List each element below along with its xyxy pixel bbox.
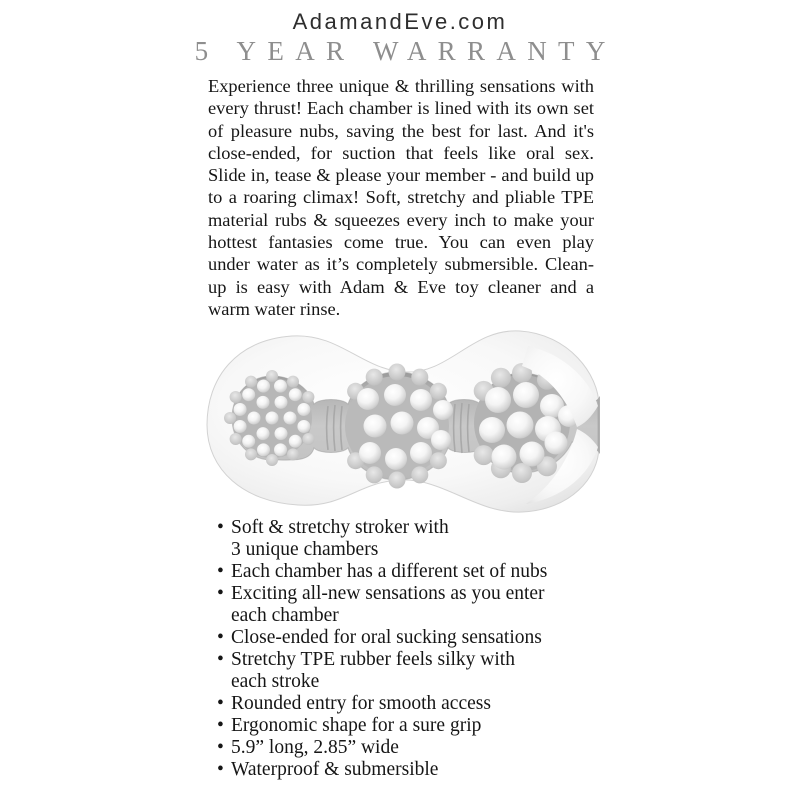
list-item: [217, 759, 613, 781]
feature-list: [217, 517, 613, 781]
bullet-icon: •: [217, 517, 224, 538]
feature-text: Waterproof & submersible: [231, 759, 439, 780]
product-description: Experience three unique & thrilling sensations with every thrust! Each chamber is lined with its own set of pleasure nubs, saving the best for last. And it's close-ended, for suction that feels like oral sex. Slide in, tease & please your member - and build up to a roaring climax! Soft, stretchy and pliable TPE material rubs & squeezes every inch to make your hottest fantasies come true. You can even play under water as it’s completely submersible. Clean-up is easy with Adam & Eve toy cleaner and a warm water rinse.: [208, 76, 594, 319]
list-item: [217, 539, 613, 561]
list-item: [217, 517, 613, 539]
bullet-icon: •: [217, 649, 224, 670]
list-item: [217, 627, 613, 649]
feature-text: Each chamber has a different set of nubs: [231, 561, 548, 582]
bullet-icon: [217, 605, 231, 627]
list-item: [217, 649, 613, 671]
bullet-icon: •: [217, 759, 224, 780]
bullet-icon: •: [217, 561, 224, 582]
feature-text: Ergonomic shape for a sure grip: [231, 715, 482, 736]
feature-text: each chamber: [231, 605, 339, 626]
bullet-icon: •: [217, 583, 224, 604]
feature-text: Exciting all-new sensations as you enter: [231, 583, 545, 604]
warranty-heading: 5 YEAR WARRANTY: [194, 36, 617, 66]
list-item: [217, 715, 613, 737]
list-item: [217, 583, 613, 605]
list-item: [217, 605, 613, 627]
bullet-icon: [217, 539, 231, 561]
bullet-icon: •: [217, 715, 224, 736]
bullet-icon: •: [217, 693, 224, 714]
bullet-icon: [217, 671, 231, 693]
feature-text: 5.9” long, 2.85” wide: [231, 737, 399, 758]
list-item: [217, 693, 613, 715]
bullet-icon: •: [217, 627, 224, 648]
list-item: [217, 737, 613, 759]
site-title: AdamandEve.com: [292, 9, 508, 34]
feature-text: each stroke: [231, 671, 320, 692]
product-cutaway-figure: [192, 326, 612, 521]
stroker-cutaway-illustration: [192, 326, 612, 521]
feature-text: 3 unique chambers: [231, 539, 379, 560]
feature-text: Close-ended for oral sucking sensations: [231, 627, 542, 648]
feature-text: Rounded entry for smooth access: [231, 693, 491, 714]
list-item: [217, 671, 613, 693]
bullet-icon: •: [217, 737, 224, 758]
feature-text: Stretchy TPE rubber feels silky with: [231, 649, 515, 670]
list-item: [217, 561, 613, 583]
feature-text: Soft & stretchy stroker with: [231, 517, 449, 538]
